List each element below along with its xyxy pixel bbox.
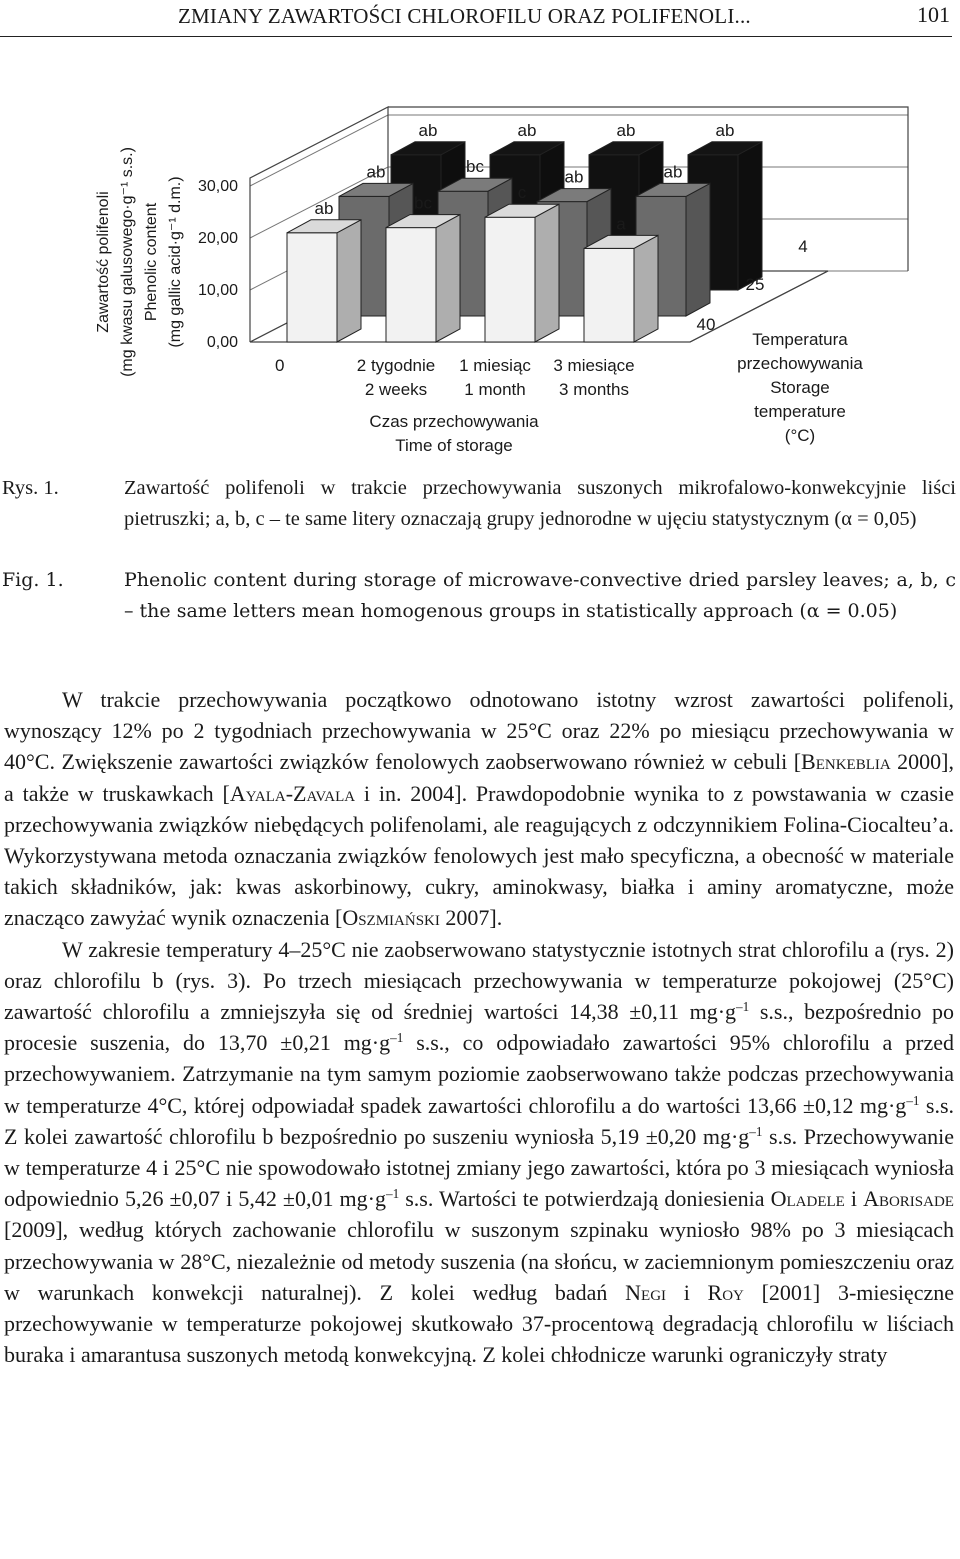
- body-text: [4, 684, 954, 1370]
- x-tick-label: 2 weeks: [364, 380, 428, 399]
- figure-label-polish: Rys. 1.: [2, 477, 59, 499]
- significance-letter: ab: [616, 120, 636, 140]
- significance-letter: ab: [564, 167, 584, 187]
- y-axis-title-line-1: Zawartość polifenoli: [95, 191, 112, 333]
- bar-side-face: [738, 142, 762, 290]
- bar-40-2: [485, 204, 559, 342]
- header-rule: [0, 36, 952, 37]
- x-axis-title-line-1: Czas przechowywania: [369, 412, 539, 431]
- y-axis-title-line-3: Phenolic content: [143, 202, 160, 322]
- phenolic-content-3d-bar-chart: [0, 40, 960, 480]
- bar-side-face: [535, 204, 559, 342]
- bar-40-3: [584, 235, 658, 342]
- x-tick-label: 2 tygodnie: [356, 356, 436, 375]
- y-tick-label: 10,00: [197, 282, 238, 299]
- citation-author: Roy: [707, 1279, 744, 1305]
- significance-letter: ab: [314, 198, 334, 218]
- y-tick-label: 20,00: [197, 230, 238, 247]
- significance-letter: c: [517, 183, 527, 203]
- significance-letter: bc: [466, 157, 484, 177]
- running-header: [0, 0, 960, 38]
- significance-letter: ab: [517, 120, 537, 140]
- citation-author: Oladele: [770, 1186, 845, 1212]
- figure-caption-text-polish: Zawartość polifenoli w trakcie przechowywania suszonych mikrofalowo-konwekcyjnie liści pietruszki; a, b, c – te same litery oznaczają grupy jednorodne w ujęciu statystycznym (α = 0,05): [124, 477, 956, 530]
- significance-letter: bc: [414, 193, 432, 213]
- depth-axis-title-line-1: Temperatura: [752, 330, 848, 349]
- citation-author: Ayala-Zavala: [229, 780, 356, 806]
- citation-author: Aborisade: [863, 1186, 954, 1212]
- y-tick-label: 0,00: [206, 334, 238, 351]
- paragraph-1: W trakcie przechowywania początkowo odnotowano istotny wzrost zawartości polifenoli, wynoszący 12% po 2 tygodniach przechowywania w 25°C oraz 22% po miesiącu przechowywania w 40°C. Zwiększenie zawartości związków fenolowych zaobserwowano również w cebuli [Benkeblia 2000], a także w truskawkach [Ayala-Zavala i in. 2004]. Prawdopodobnie wynika to z powstawania w czasie przechowywania związków niebędących polifenolami, ale reagujących z odczynnikiem Folina-Ciocalteu’a. Wykorzystywana metoda oznaczania związków fenolowych jest mało specyficzna, a obecność w materiale takich składników, jak: kwas askorbinowy, cukry, aminokwasy, białka i aminy aromatyczne, może znacząco zawyżać wynik oznaczenia [Oszmiański 2007].: [4, 687, 954, 931]
- bar-side-face: [686, 183, 710, 316]
- x-axis-title-line-2: Time of storage: [395, 436, 513, 455]
- bar-front-face: [485, 217, 535, 342]
- x-tick-label: 3 miesiące: [553, 356, 635, 375]
- depth-axis-title-line-5: (°C): [784, 426, 816, 445]
- paragraph-2: W zakresie temperatury 4–25°C nie zaobserwowano statystycznie istotnych strat chlorofilu a (rys. 2) oraz chlorofilu b (rys. 3). Po trzech miesiącach przechowywania w temperaturze pokojowej (25°C) zawartość chlorofilu a zmniejszyła się od średniej wartości 14,38 ±0,11 $mg\cdot g^{-1}$ s.s., bezpośrednio po procesie suszenia, do 13,70 ±0,21 $mg\cdot g^{-1}$ s.s., co odpowiadało zawartości 95% chlorofilu a przed przechowywaniem. Zatrzymanie na tym samym poziomie zaobserwowano także podczas przechowywania w temperaturze 4°C, której odpowiadał spadek zawartości chlorofilu a do wartości 13,66 ±0,12 $mg\cdot g^{-1}$ s.s. Z kolei zawartość chlorofilu b bezpośrednio po suszeniu wyniosła 5,19 ±0,20 $mg\cdot g^{-1}$ s.s. Przechowywanie w temperaturze 4 i 25°C nie spowodowało istotnej zmiany jego zawartości, która po 3 miesiącach wyniosła odpowiednio 5,26 ±0,07 i 5,42 ±0,01 $mg\cdot g^{-1}$ s.s. Wartości te potwierdzają doniesienia Oladele i Aborisade [2009], według których zachowanie chlorofilu w suszonym szpinaku wyniosło 98% po 3 miesiącach przechowywania w 28°C, niezależnie od metody suszenia (na słońcu, w zaciemnionym pomieszczeniu oraz w warunkach konwekcji naturalnej). Z kolei według badań Negi i Roy [2001] 3-miesięczne przechowywanie w temperaturze pokojowej skutkowało 37-procentową degradacją chlorofilu w liściach buraka i amarantusa suszonych metodą konwekcyjną. Z kolei chłodnicze warunki ograniczyły straty: [4, 936, 955, 1368]
- bar-front-face: [386, 228, 436, 342]
- citation-author: Benkeblia: [801, 749, 891, 775]
- figure-caption-text-english: Phenolic content during storage of microwave-convective dried parsley leaves; a, b, c – the same letters mean homogenous groups in statistically approach (α = 0.05): [124, 569, 956, 622]
- page-number: 101: [917, 2, 950, 27]
- bar-side-face: [436, 215, 460, 342]
- significance-letter: ab: [418, 120, 438, 140]
- chart-bars: [287, 142, 762, 342]
- depth-axis-title-line-4: temperature: [754, 402, 846, 421]
- bar-front-face: [287, 233, 337, 342]
- x-tick-label: 0: [275, 356, 285, 375]
- depth-tick-label: 25: [745, 275, 765, 294]
- y-axis-title-line-4: (mg gallic acid·g⁻¹ d.m.): [167, 176, 184, 348]
- citation-author: Negi: [625, 1279, 667, 1305]
- x-tick-label: 1 miesiąc: [459, 356, 531, 375]
- depth-axis-title-line-2: przechowywania: [737, 354, 863, 373]
- citation-author: Oszmiański: [342, 905, 440, 931]
- x-tick-label: 3 months: [559, 380, 629, 399]
- y-axis-title-line-2: (mg kwasu galusowego·g⁻¹ s.s.): [119, 147, 136, 377]
- bar-40-0: [287, 220, 361, 342]
- bar-40-1: [386, 215, 460, 342]
- depth-tick-label: 4: [798, 237, 808, 256]
- bar-side-face: [634, 235, 658, 342]
- significance-letter: ab: [366, 162, 386, 182]
- depth-axis-title-line-3: Storage: [770, 378, 830, 397]
- depth-tick-label: 40: [696, 315, 716, 334]
- bar-side-face: [337, 220, 361, 342]
- significance-letter: ab: [663, 162, 683, 182]
- running-title: ZMIANY ZAWARTOŚCI CHLOROFILU ORAZ POLIFENOLI...: [178, 4, 751, 28]
- significance-letter: ab: [715, 120, 735, 140]
- bar-front-face: [584, 248, 634, 342]
- figure-label-english: Fig. 1.: [2, 569, 64, 591]
- significance-letter: a: [616, 214, 626, 234]
- x-tick-label: 1 month: [464, 380, 526, 399]
- y-tick-label: 30,00: [197, 178, 238, 195]
